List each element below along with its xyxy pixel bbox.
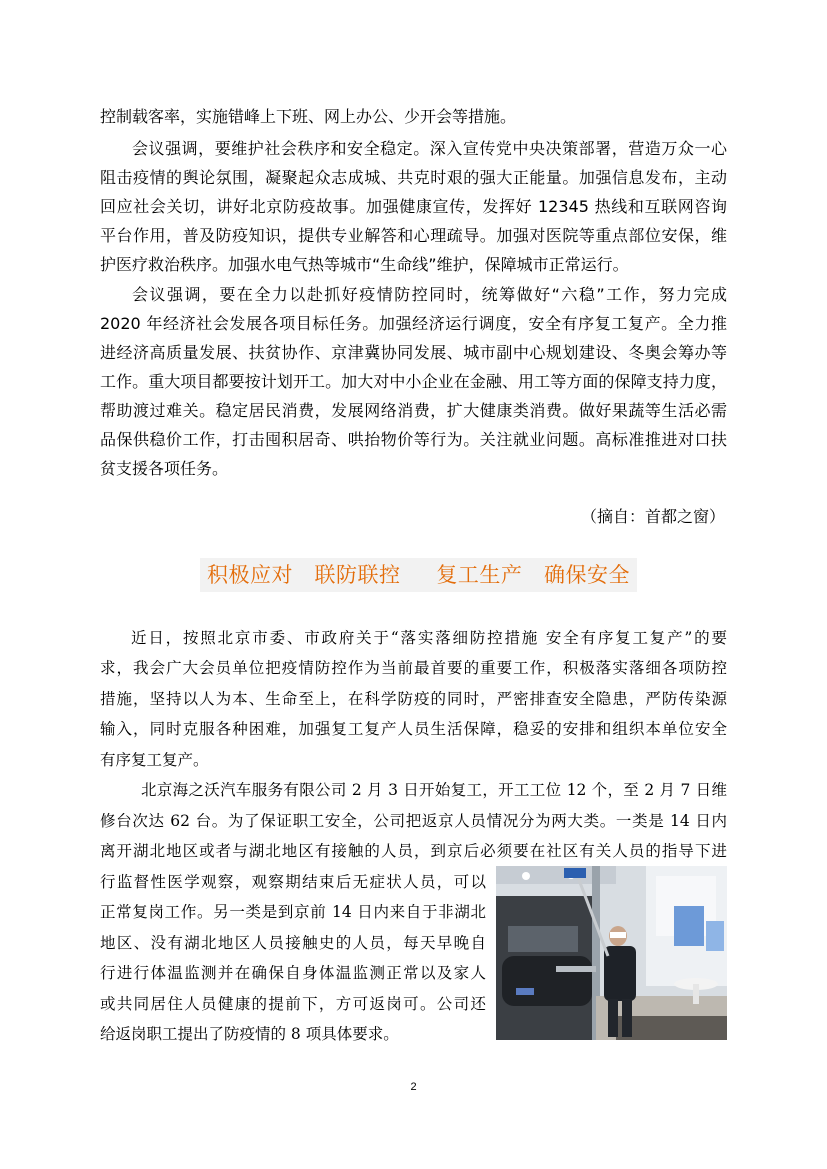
para5-line-2: 修台次达 62 台。为了保证职工安全，公司把返京人员情况分为两大类。一类是 14 日内 (100, 812, 727, 830)
section-title: 积极应对 联防联控 复工生产 确保安全 (207, 563, 630, 587)
para3-line-3: 进经济高质量发展、扶贫协作、京津冀协同发展、城市副中心规划建设、冬奥会筹办等 (100, 343, 727, 362)
para2-line-1: 会议强调，要维护社会秩序和安全稳定。深入宣传党中央决策部署，营造万众一心 (132, 139, 727, 158)
para4-line-2: 求，我会广大会员单位把疫情防控作为当前最首要的重要工作，积极落实落细各项防控 (100, 659, 727, 677)
para4-line-1: 近日，按照北京市委、市政府关于“落实落细防控措施 安全有序复工复产”的要 (131, 629, 727, 647)
para3-line-4: 工作。重大项目都要按计划开工。加大对中小企业在金融、用工等方面的保障支持力度， (100, 372, 727, 391)
para5-line-6: 地区、没有湖北地区人员接触史的人员，每天早晚自 (100, 934, 486, 952)
para2-line-2: 阻击疫情的舆论氛围，凝聚起众志成城、共克时艰的强大正能量。加强信息发布，主动 (100, 168, 727, 187)
para3-line-7: 贫支援各项任务。 (100, 459, 229, 478)
para4-line-5: 有序复工复产。 (100, 751, 209, 769)
para5-line-7: 行进行体温监测并在确保自身体温监测正常以及家人 (100, 964, 486, 982)
para5-line-5: 正常复岗工作。另一类是到京前 14 日内来自于非湖北 (100, 903, 486, 921)
para3-line-1: 会议强调，要在全力以赴抓好疫情防控同时，统筹做好“六稳”工作，努力完成 (132, 285, 727, 304)
para5-line-1: 北京海之沃汽车服务有限公司 2 月 3 日开始复工，开工工位 12 个，至 2 月 7 日维 (141, 781, 727, 799)
para2-line-4: 平台作用，普及防疫知识，提供专业解答和心理疏导。加强对医院等重点部位安保，维 (100, 226, 727, 245)
para5-line-8: 或共同居住人员健康的提前下，方可返岗可。公司还 (100, 995, 486, 1013)
para5-line-3: 离开湖北地区或者与湖北地区有接触的人员，到京后必须要在社区有关人员的指导下进 (100, 842, 727, 860)
para5-line-9: 给返岗职工提出了防疫情的 8 项具体要求。 (100, 1025, 399, 1043)
para1-line-1: 控制载客率，实施错峰上下班、网上办公、少开会等措施。 (100, 107, 517, 126)
source-attribution: （摘自：首都之窗） (580, 507, 725, 526)
para5-line-4: 行监督性医学观察，观察期结束后无症状人员，可以 (100, 873, 486, 891)
para2-line-3: 回应社会关切，讲好北京防疫故事。加强健康宣传，发挥好 12345 热线和互联网咨询 (100, 197, 727, 216)
para4-line-3: 措施，坚持以人为本、生命至上，在科学防疫的同时，严密排查安全隐患，严防传染源 (100, 690, 727, 708)
page-number: 2 (410, 1081, 417, 1093)
para3-line-2: 2020 年经济社会发展各项目标任务。加强经济运行调度，安全有序复工复产。全力推 (100, 314, 727, 333)
para4-line-4: 输入，同时克服各种困难，加强复工复产人员生活保障，稳妥的安排和组织本单位安全 (100, 720, 727, 738)
para3-line-5: 帮助渡过难关。稳定居民消费，发展网络消费，扩大健康类消费。做好果蔬等生活必需 (100, 401, 727, 420)
para3-line-6: 品保供稳价工作，打击囤积居奇、哄抬物价等行为。关注就业问题。高标准推进对口扶 (100, 430, 727, 449)
disinfection-photo (496, 866, 727, 1040)
para2-line-5: 护医疗救治秩序。加强水电气热等城市“生命线”维护，保障城市正常运行。 (100, 255, 629, 274)
